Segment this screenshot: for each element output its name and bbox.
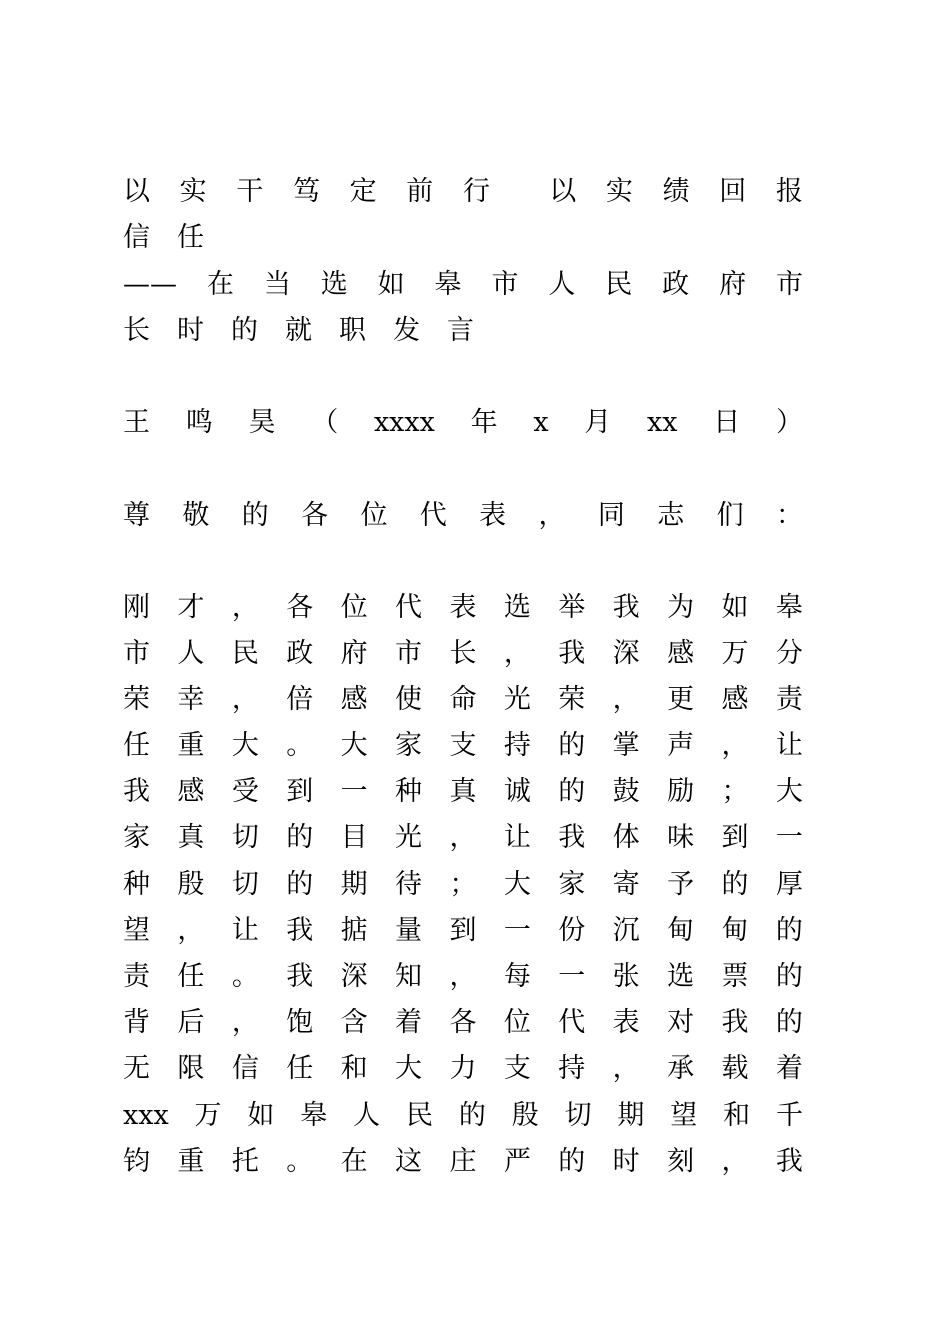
glyph: 以 [123,176,150,207]
glyph: 的 [558,776,586,807]
glyph: 才 [177,592,205,623]
glyph: 万 [194,1100,222,1131]
glyph: 责 [123,961,150,992]
glyph: 诚 [503,776,531,807]
glyph: 市 [123,638,150,669]
glyph: 在 [206,269,234,300]
glyph: 殷 [511,1100,539,1131]
glyph: xxxx [373,407,435,438]
glyph: 我 [721,1007,749,1038]
glyph: 市 [491,269,519,300]
glyph: 分 [775,638,803,669]
glyph: 对 [667,1007,695,1038]
glyph: 支 [449,730,477,761]
glyph: 着 [395,1007,423,1038]
glyph: 刚 [123,592,150,623]
glyph: ， [721,1146,749,1177]
glyph: 政 [286,638,314,669]
glyph: 饱 [286,1007,314,1038]
glyph: 大 [395,1053,423,1084]
glyph: 表 [449,592,477,623]
glyph: 含 [340,1007,368,1038]
glyph: 体 [612,822,640,853]
glyph: 人 [548,269,576,300]
glyph: （ [311,407,339,438]
glyph: 千 [776,1100,803,1131]
glyph: 位 [503,1007,531,1038]
glyph: 就 [285,315,312,346]
body-line [123,1142,803,1182]
glyph: 月 [584,407,612,438]
glyph: 尊 [123,500,150,531]
glyph: 托 [231,1146,259,1177]
glyph: 感 [177,776,205,807]
glyph: 长 [123,315,150,346]
glyph: 切 [564,1100,592,1131]
glyph: 我 [612,592,640,623]
glyph: 。 [231,961,259,992]
body-line [123,588,803,628]
body-line [123,1049,803,1089]
glyph: 我 [775,1146,803,1177]
glyph: 府 [719,269,747,300]
glyph: ， [231,592,259,623]
body-line [123,772,803,812]
glyph: 责 [775,684,803,715]
glyph: 寄 [612,869,640,900]
glyph: 切 [231,822,259,853]
glyph: 。 [286,730,314,761]
glyph: 感 [340,684,368,715]
glyph: 笃 [292,176,320,207]
glyph: 皋 [434,269,462,300]
glyph: 深 [612,638,640,669]
glyph: 载 [721,1053,749,1084]
glyph: 皋 [775,592,803,623]
glyph: 种 [395,776,423,807]
glyph: 目 [340,822,368,853]
glyph: 市 [775,269,803,300]
glyph: 举 [558,592,586,623]
glyph: 和 [723,1100,751,1131]
glyph: 的 [721,869,749,900]
glyph: 信 [123,222,150,253]
glyph: 回 [719,176,747,207]
glyph: ， [503,638,531,669]
glyph: 我 [286,915,314,946]
glyph: 期 [617,1100,645,1131]
glyph: 大 [503,869,531,900]
glyph: ） [775,407,803,438]
glyph: 言 [447,315,474,346]
glyph: ， [538,500,566,531]
glyph: 万 [721,638,749,669]
glyph: 荣 [558,684,586,715]
glyph: 的 [286,869,314,900]
body-line [123,726,803,766]
glyph: 掌 [612,730,640,761]
glyph: 背 [123,1007,150,1038]
glyph: 大 [231,730,259,761]
glyph: 各 [286,592,314,623]
glyph: 任 [177,222,204,253]
glyph: 民 [405,1100,433,1131]
body-line [123,634,803,674]
glyph: 受 [231,776,259,807]
glyph: 沉 [612,915,640,946]
glyph: 持 [558,1053,586,1084]
glyph: 的 [231,315,258,346]
glyph: —— [123,269,177,300]
body-line [123,818,803,858]
glyph: 政 [662,269,690,300]
glyph: 让 [231,915,259,946]
glyph: 长 [449,638,477,669]
glyph: 的 [286,822,314,853]
glyph: 庄 [449,1146,477,1177]
glyph: 量 [395,915,423,946]
author-date-line [123,403,803,443]
glyph: 市 [395,638,423,669]
glyph: 使 [395,684,423,715]
glyph: 我 [558,638,586,669]
glyph: 甸 [721,915,749,946]
glyph: 种 [123,869,150,900]
glyph: 知 [395,961,423,992]
glyph: 如 [721,592,749,623]
glyph: 人 [353,1100,381,1131]
glyph: 份 [558,915,586,946]
body-line [123,1096,803,1136]
glyph: 更 [667,684,695,715]
glyph: 后 [177,1007,205,1038]
glyph: 到 [721,822,749,853]
glyph: 的 [458,1100,486,1131]
glyph: 幸 [177,684,205,715]
glyph: 真 [449,776,477,807]
glyph: 实 [179,176,207,207]
glyph: 位 [360,500,388,531]
glyph: 的 [558,730,586,761]
glyph: 命 [449,684,477,715]
glyph: 掂 [340,915,368,946]
glyph: 选 [503,592,531,623]
glyph: 这 [395,1146,423,1177]
glyph: ； [721,776,749,807]
glyph: x [533,407,549,438]
glyph: 重 [177,1146,205,1177]
glyph: 前 [406,176,434,207]
glyph: 任 [123,730,150,761]
title-line-1 [123,172,803,212]
glyph: ， [612,684,640,715]
glyph: 日 [713,407,741,438]
glyph: ， [449,822,477,853]
glyph: ， [612,1053,640,1084]
glyph: 皋 [300,1100,328,1131]
glyph: 荣 [123,684,150,715]
salutation-line [123,496,803,536]
glyph: 光 [395,822,423,853]
body-line [123,911,803,951]
glyph: 刻 [667,1146,695,1177]
body-line [123,1003,803,1043]
glyph: 声 [667,730,695,761]
glyph: 的 [241,500,269,531]
glyph: 们 [716,500,744,531]
glyph: xxx [123,1100,169,1131]
glyph: 以 [549,176,577,207]
glyph: 深 [340,961,368,992]
glyph: ： [775,500,803,531]
glyph: 大 [775,776,803,807]
glyph: 任 [177,961,205,992]
glyph: 敬 [182,500,210,531]
glyph: 真 [177,822,205,853]
glyph: 发 [393,315,420,346]
glyph: 望 [670,1100,698,1131]
glyph: 王 [123,407,150,438]
glyph: 同 [597,500,625,531]
glyph: 鸣 [185,407,213,438]
glyph: 期 [340,869,368,900]
glyph: 力 [449,1053,477,1084]
body-line [123,957,803,997]
glyph: 感 [667,638,695,669]
glyph: 各 [449,1007,477,1038]
glyph: 的 [775,915,803,946]
glyph: 年 [470,407,498,438]
glyph: 我 [123,776,150,807]
glyph: 选 [320,269,348,300]
glyph: ， [177,915,205,946]
glyph: 的 [558,1146,586,1177]
glyph: 实 [605,176,633,207]
glyph: ， [721,730,749,761]
glyph: 大 [340,730,368,761]
glyph: 职 [339,315,366,346]
glyph: 到 [449,915,477,946]
glyph: 切 [231,869,259,900]
glyph: 干 [236,176,264,207]
glyph: 让 [775,730,803,761]
glyph: 每 [503,961,531,992]
glyph: 限 [177,1053,205,1084]
glyph: 志 [657,500,685,531]
glyph: 代 [395,592,423,623]
glyph: 昊 [248,407,276,438]
glyph: 信 [231,1053,259,1084]
glyph: 行 [462,176,490,207]
glyph: 如 [377,269,405,300]
glyph: 绩 [662,176,690,207]
glyph: 一 [340,776,368,807]
glyph: 代 [558,1007,586,1038]
glyph: ， [231,684,259,715]
glyph: 我 [558,822,586,853]
glyph: 感 [721,684,749,715]
glyph: 。 [286,1146,314,1177]
subtitle-line-2 [123,311,803,351]
glyph: 的 [775,1007,803,1038]
glyph: 为 [667,592,695,623]
glyph: 到 [286,776,314,807]
glyph: 支 [503,1053,531,1084]
glyph: 民 [605,269,633,300]
glyph: 各 [301,500,329,531]
subtitle-line-1 [123,265,803,305]
glyph: 光 [503,684,531,715]
glyph: 票 [721,961,749,992]
glyph: 和 [340,1053,368,1084]
glyph: 家 [558,869,586,900]
glyph: 无 [123,1053,150,1084]
glyph: 选 [667,961,695,992]
glyph: 报 [775,176,803,207]
glyph: 如 [247,1100,275,1131]
glyph: 鼓 [612,776,640,807]
glyph: 持 [503,730,531,761]
body-line [123,865,803,905]
glyph: 一 [775,822,803,853]
glyph: 张 [612,961,640,992]
glyph: 府 [340,638,368,669]
glyph: 家 [395,730,423,761]
body-line [123,680,803,720]
glyph: 待 [395,869,423,900]
glyph: ； [449,869,477,900]
glyph: 时 [177,315,204,346]
glyph: 家 [123,822,150,853]
glyph: 人 [177,638,205,669]
glyph: 任 [286,1053,314,1084]
glyph: 在 [340,1146,368,1177]
glyph: 味 [667,822,695,853]
glyph: 让 [503,822,531,853]
glyph: 励 [667,776,695,807]
glyph: 位 [340,592,368,623]
glyph: 钧 [123,1146,150,1177]
glyph: 予 [667,869,695,900]
glyph: 的 [775,961,803,992]
glyph: 代 [419,500,447,531]
glyph: 表 [612,1007,640,1038]
glyph: 定 [349,176,377,207]
glyph: 殷 [177,869,205,900]
glyph: 表 [479,500,507,531]
glyph: 厚 [775,869,803,900]
glyph: 民 [231,638,259,669]
glyph: 一 [503,915,531,946]
glyph: 我 [286,961,314,992]
glyph: 时 [612,1146,640,1177]
title-line-2 [123,218,803,258]
glyph: 一 [558,961,586,992]
glyph: 着 [775,1053,803,1084]
glyph: ， [449,961,477,992]
glyph: 甸 [667,915,695,946]
glyph: 严 [503,1146,531,1177]
glyph: xx [647,407,678,438]
glyph: 望 [123,915,150,946]
glyph: ， [231,1007,259,1038]
glyph: 当 [263,269,291,300]
glyph: 重 [177,730,205,761]
glyph: 倍 [286,684,314,715]
glyph: 承 [667,1053,695,1084]
